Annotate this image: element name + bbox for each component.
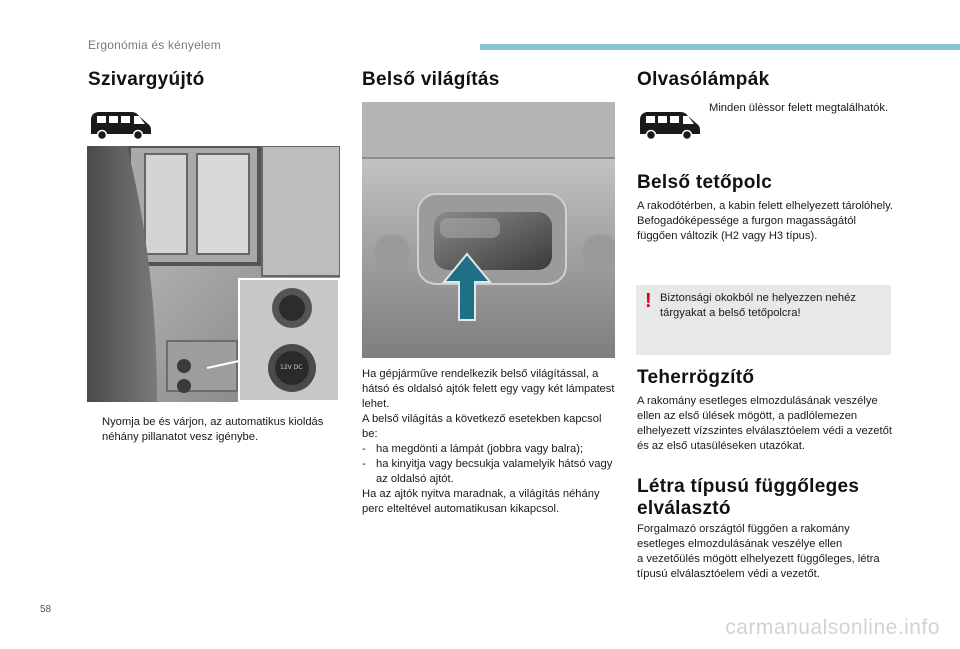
interior-light-photo — [362, 102, 615, 358]
lighting-intro: Ha gépjárműve rendelkezik belső világítással, a hátsó és oldalsó ajtók felett egy vagy két lámpatest lehet. — [362, 368, 615, 410]
interior-lighting-title: Belső világítás — [362, 69, 500, 90]
reading-lamps-text: Minden ülèssor felett megtalálhatók. — [709, 102, 889, 114]
cigarette-lighter-photo — [87, 146, 340, 402]
list-item: - ha kinyitja vagy becsukja valamelyik hátsó vagy az oldalsó ajtót. — [362, 458, 613, 485]
arrow-up-icon — [442, 252, 492, 322]
page-number: 58 — [40, 604, 52, 615]
section-header: Ergonómia és kényelem — [88, 38, 221, 52]
reading-lamps-title: Olvasólámpák — [637, 69, 770, 90]
lighting-conditions-list — [362, 442, 617, 487]
cargo-restraint-title: Teherrögzítő — [637, 367, 755, 388]
list-item: - ha megdönti a lámpát (jobbra vagy balra); — [362, 443, 584, 455]
cargo-restraint-text: A rakomány esetleges elmozdulásának veszélye ellen az első ülések mögött, a padlólemezen elhelyezett vízszintes elválasztóelem védi a vezetőt és az első utasüléseken utazókat. — [637, 395, 892, 452]
checkbox-bullet-icon — [88, 415, 102, 445]
header-accent-bar — [480, 44, 960, 50]
lighter-instruction — [88, 415, 338, 445]
warning-text: Biztonsági okokból ne helyezzen nehéz tárgyakat a belső tetőpolcra! — [660, 292, 856, 319]
van-icon — [88, 108, 154, 140]
ladder-partition-title: Létra típusú függőleges elválasztó — [637, 476, 860, 519]
roof-shelf-text: A rakodótérben, a kabin felett elhelyezett tárolóhely. Befogadóképessége a furgon magasságától függően változik (H2 vagy H3 típus). — [637, 200, 894, 242]
van-icon — [637, 108, 703, 140]
lighting-lead: A belső világítás a következő esetekben kapcsol be: — [362, 413, 602, 440]
socket-label: 12V DC — [280, 364, 303, 371]
interior-lighting-text — [362, 367, 617, 517]
lighter-instruction-text: Nyomja be és várjon, az automatikus kioldás néhány pillanatot vesz igénybe. — [102, 416, 324, 443]
ladder-partition-text: Forgalmazó országtól függően a rakomány esetleges elmozdulásának veszélye ellen a vezetőülés mögött elhelyezett függőleges, létra típusú elválasztóelem védi a vezetőt. — [637, 523, 880, 580]
cigarette-lighter-title: Szivargyújtó — [88, 69, 205, 90]
warning-icon: ! — [645, 290, 652, 312]
roof-shelf-title: Belső tetőpolc — [637, 172, 773, 193]
lighting-outro: Ha az ajtók nyitva maradnak, a világítás néhány perc elteltével automatikusan kikapcsol. — [362, 488, 600, 515]
watermark: carmanualsonline.info — [725, 616, 940, 639]
